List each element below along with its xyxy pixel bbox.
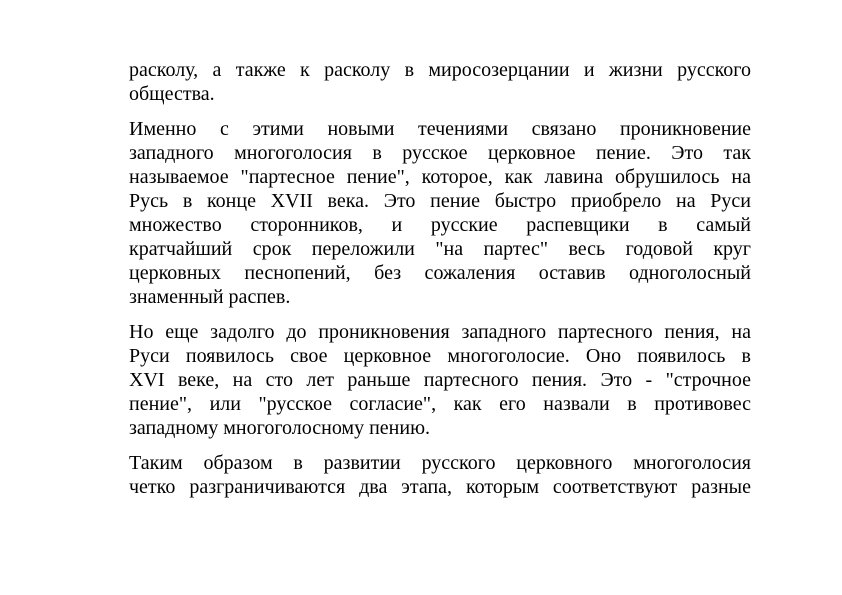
text-line: кратчайший срок переложили "на партес" весь годовой круг: [129, 238, 751, 260]
text-line: расколу, а также к расколу в миросозерцании и жизни русского: [129, 59, 751, 81]
text-line: Но еще задолго до проникновения западного партесного пения, на: [129, 321, 751, 343]
text-line: знаменный распев.: [129, 286, 291, 308]
text-line: называемое "партесное пение", которое, как лавина обрушилось на: [129, 166, 751, 188]
text-line: Руси появилось свое церковное многоголосие. Оно появилось в: [129, 345, 751, 367]
paragraph-2: [129, 117, 751, 309]
text-line: пение", или "русское согласие", как его назвали в противовес: [129, 393, 751, 415]
text-line: западного многоголосия в русское церковное пение. Это так: [129, 142, 751, 164]
text-line: Русь в конце XVII века. Это пение быстро приобрело на Руси: [129, 190, 751, 212]
document-text: [129, 58, 751, 510]
text-line: четко разграничиваются два этапа, которым соответствуют разные: [129, 476, 751, 498]
paragraph-3: [129, 320, 751, 440]
text-line: общества.: [129, 83, 215, 105]
text-line: Именно с этими новыми течениями связано проникновение: [129, 118, 751, 140]
text-line: западному многоголосному пению.: [129, 417, 431, 439]
text-line: церковных песнопений, без сожаления оставив одноголосный: [129, 262, 751, 284]
text-line: Таким образом в развитии русского церковного многоголосия: [129, 452, 751, 474]
paragraph-1: [129, 58, 751, 106]
text-line: XVI веке, на сто лет раньше партесного пения. Это - "строчное: [129, 369, 751, 391]
text-line: множество сторонников, и русские распевщики в самый: [129, 214, 751, 236]
paragraph-4: [129, 451, 751, 499]
